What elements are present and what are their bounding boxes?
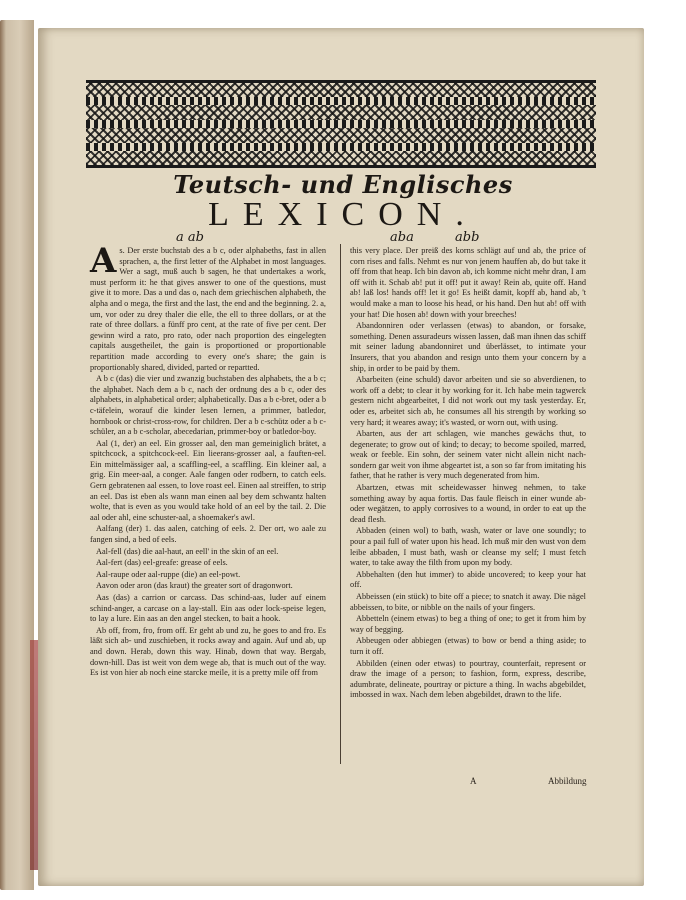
entry-paragraph: Abbeissen (ein stück) to bite off a piece; to snatch it away. Die nägel abbeissen, to bite, or nibble on the nails of your fingers. xyxy=(350,592,586,612)
entry-paragraph: Abandonniren oder verlassen (etwas) to abandon, or forsake, something. Denen assuradeurs wissen lassen, daß man ihnen das schiff mit seiner ladung abandonniret und überlässet, to intimate your Insurers, that you abandon and resign unto them your concern by a ship, in order to be paid by them. xyxy=(350,321,586,373)
page-heading-lexicon: LEXICON. xyxy=(208,196,478,233)
entry-paragraph: Abarten, aus der art schlagen, wie manches gewächs thut, to degenerate; to grow out of kind; to decay; to become spoiled, marred, weak or feeble. Ein sohn, der seinem vater nicht allein nicht nach- sondern gar weit von ihme abgeartet ist, a son so far from imitating his father, that he rather is very much degenerated from him. xyxy=(350,429,586,481)
page-heading-german: Teutsch- und Englisches xyxy=(173,170,513,199)
entry-paragraph: Abbaden (einen wol) to bath, wash, water or lave one soundly; to pour a pail full of water upon his head. Ich muß mir den wust von dem leibe abbaden, I must bath, wash or cleanse my self; I must fetch water, to take away the filth from upon my body. xyxy=(350,526,586,568)
entry-paragraph: As. Der erste buchstab des a b c, oder alphabeths, fast in allen sprachen, a, the first letter of the Alphabet in most languages. Wer a sagt, muß auch b sagen, he that undertakes a work, must perform it: he that gives answer to one of the questions, must give it to more. Das a und das o, nach dem griechischen alphabeth, the alpha and o mega, the first and the last, the end and the beginning. 2. a, um, vor oder zu drey thaler die elle, the ell to three dollars, or at the rate of three dollars. a fünff pro cent, at the rate of five per cent. Der gewinn wird a rato, pro rato, oder nach proportion des eingelegten capitals ausgetheilet, the gain is proportioned or proportionable repartition made according to every one's share; the gain is proportionably shared, divided, parted or repartted. xyxy=(90,241,326,372)
entry-paragraph: Aalfang (der) 1. das aalen, catching of eels. 2. Der ort, wo aale zu fangen sind, a bed of eels. xyxy=(90,524,326,545)
entry-paragraph: Abbilden (einen oder etwas) to pourtray, counterfait, represent or draw the image of a person; to fashion, form, express, describe, adumbrate, delineate, pourtray or picture a thing. In wachs abgebildet, imbossed in wax. Nach dem leben abgebildet, drawn to the life. xyxy=(350,658,586,700)
entry-paragraph: Abbetteln (einem etwas) to beg a thing of one; to get it from him by way of begging. xyxy=(350,614,586,634)
entry-paragraph: A b c (das) die vier und zwanzig buchstaben des alphabets, the a b c; the alphabet. Nach dem a b c, nach der ordnung des a b c, oder des alphabets, in alphabetical order; alphabetically. Das a b c-bret, oder a b c-täfelein, worauf die kinder lesen lernen, a primmer, batledor, hornbook or christ-cross-row, for children. Der a b c-schütz oder a b c-schüler, an a b c-scholar, abecedarian, primmer-boy or batledor-boy. xyxy=(90,374,326,437)
drop-cap: A xyxy=(90,241,117,281)
guide-word-left: a ab xyxy=(176,230,204,245)
entry-paragraph: Ab off, from, fro, from off. Er geht ab und zu, he goes to and fro. Es läßt sich ab- und zuschieben, it rocks away and again. Auf und ab, up and down. Herab, down this way. Hinab, down that way. Bergab, down-hill. Das ist weit von dem wege ab, that is much out of the way. Es ist von hier ab noch eine starcke meile, it is a pretty mile off from xyxy=(90,625,326,678)
entry-paragraph: Aas (das) a carrion or carcass. Das schind-aas, luder auf einem schind-anger, a carcase on a lay-stall. Ein aas oder lock-speise legen, to lay a lure. Ein aas an den angel stecken, to bait a hook. xyxy=(90,593,326,624)
guide-word-center: aba xyxy=(390,230,414,245)
entry-paragraph: Aal (1, der) an eel. Ein grosser aal, den man gemeiniglich brätet, a spitchcock, a spitchcock-eel. Ein lieerans-grosser aal, a fauften-eel. Ein mittelmässiger aal, a scaffling-eel, a scaffling. Ein kleiner aal, a grig. Ein meer-aal, a conger. Aale fangen oder rodbern, to catch eels. Gern gebratenen aal essen, to love roast eel. Einen aal streiffen, to strip an eel. Das ist eben als wann man einen aal bey dem schwantz halten wolte, that is even as you would take hold of an eel by the tail. 2. Die aal oder ahl, eine schuster-aal, a shoemaker's awl. xyxy=(90,438,326,522)
entry-paragraph: Aal-raupe oder aal-ruppe (die) an eel-powt. xyxy=(96,569,241,579)
entry-paragraph: Abarbeiten (eine schuld) davor arbeiten und sie so abverdienen, to work off a debt; to clear it by working for it. Ich habe mein tagwerck gestern nicht abgearbeitet, I did not work out my task yesterday. Er, oder es, arbeitet sich ab, he consumes all his strength by working so very hard; it weares away; it's wasted, or worn out, with using. xyxy=(350,375,586,427)
signature-mark: A xyxy=(470,776,477,786)
entry-paragraph: Abartzen, etwas mit scheidewasser hinweg nehmen, to take something away by aqua fortis. Das faule fleisch in einer wunde ab- oder wegätzen, to apply corrosives to a wound, in order to eat up the dead flesh. xyxy=(350,483,586,524)
catchword: Abbildung xyxy=(548,776,587,786)
entry-paragraph: Aavon oder aron (das kraut) the greater sort of dragonwort. xyxy=(96,581,293,591)
book-cover-edge xyxy=(0,20,34,890)
entry-paragraph: Abbeugen oder abbiegen (etwas) to bow or bend a thing aside; to turn it off. xyxy=(350,636,586,656)
entry-paragraph: Aal-fell (das) die aal-haut, an eell' in the skin of an eel. xyxy=(96,546,279,556)
decorative-header-ornament xyxy=(86,80,596,168)
guide-word-right: abb xyxy=(455,230,480,245)
column-divider xyxy=(340,244,341,764)
left-column xyxy=(90,241,326,680)
entry-paragraph: Aal-fert (das) eel-greafe: grease of eels. xyxy=(96,558,228,568)
entry-paragraph: Abbehalten (den hut immer) to abide uncovered; to keep your hat off. xyxy=(350,569,586,590)
entry-paragraph: this very place. Der preiß des korns schlägt auf und ab, the price of corn rises and falls. Nehmt es nur von jenem hauffen ab, do but take it off from that heap. Ich bin davon ab, ich komme nicht mehr dran, I am off with it. Schab ab! put it off! put it away! Rein ab, quite off. Hand ab! laß los! hands off! let it go! Es heißt damit, kopff ab, hand ab, 't would make a man to loose his head, or his hand. Den hut ab! off with your hat! Die hosen ab! down with your breeches! xyxy=(350,246,586,319)
right-column xyxy=(350,246,586,702)
